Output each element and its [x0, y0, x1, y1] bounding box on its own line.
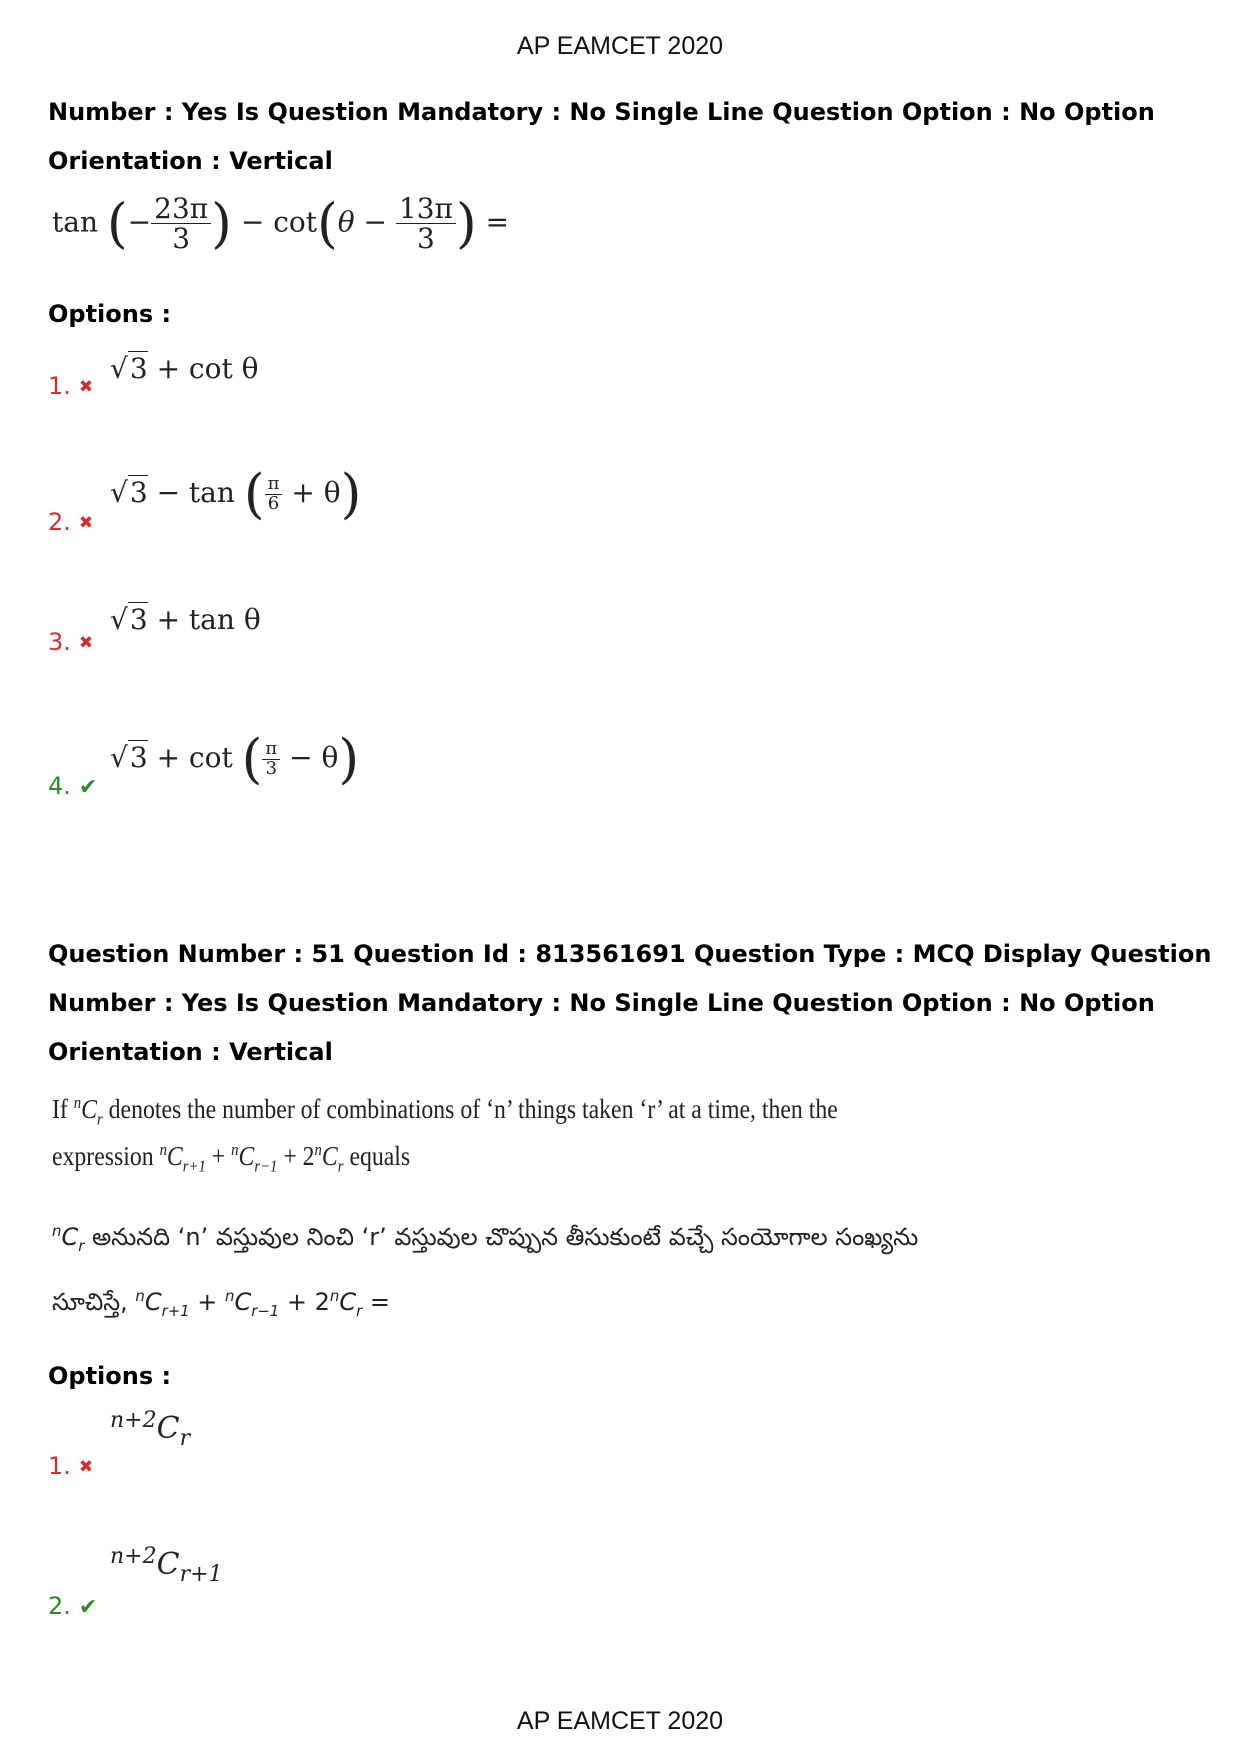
expr-lparen2: ( [317, 192, 338, 255]
sub-r: r [356, 1301, 363, 1320]
text-if: If [52, 1094, 74, 1124]
plus: + [205, 1141, 232, 1171]
telugu-text: సూచిస్తే, [52, 1288, 136, 1316]
frac-num: π [262, 740, 280, 760]
sup-n: n [231, 1140, 239, 1159]
option-number: 3. [48, 628, 71, 656]
expr-frac1-den: 3 [172, 222, 191, 256]
q51-meta-line1: Question Number : 51 Question Id : 813561691 Question Type : MCQ Display Question [48, 940, 1212, 968]
q50-option-3-math: √3 + tan θ [110, 603, 261, 636]
q51-option-1-label [48, 1452, 93, 1480]
text-rest: denotes the number of combinations of ‘n’ things taken ‘r’ at a time, then the [102, 1094, 838, 1124]
q50-option-1-label [48, 372, 93, 400]
text-equals: equals [343, 1141, 411, 1171]
paren-open: ( [243, 463, 265, 525]
expr-cot: cot [273, 205, 317, 239]
letter-c: C [166, 1141, 183, 1171]
q50-meta-line1: Number : Yes Is Question Mandatory : No Single Line Question Option : No Option [48, 98, 1155, 126]
letter-c: C [144, 1288, 162, 1316]
sqrt-radicand: 3 [129, 476, 148, 510]
plus-two: + 2 [279, 1288, 330, 1316]
sup-n: n [225, 1287, 235, 1305]
frac-den: 6 [267, 493, 280, 515]
sup-n: n [73, 1093, 82, 1112]
expr-rparen2: ) [455, 192, 477, 255]
sup-n-plus-2: n+2 [110, 1408, 157, 1433]
q50-option-2-math: √3 − tan ( $\frac{\pi}{6}$ + θ) [110, 463, 362, 525]
wrong-icon: ✖ [78, 377, 94, 397]
option-text: − tan [147, 476, 235, 510]
expr-minus2: − [363, 205, 387, 239]
letter-c: C [61, 1223, 79, 1251]
q50-option-1-math: √3 + cot θ [110, 352, 259, 385]
option-number: 1. [48, 1452, 71, 1480]
wrong-icon: ✖ [78, 1457, 94, 1477]
option-number: 2. [48, 508, 71, 536]
telugu-text: అనునది ‘n’ వస్తువుల నించి ‘r’ వస్తువుల చొప్పున తీసుకుంటే వచ్చే సంయోగాల సంఖ్యను [84, 1223, 919, 1251]
option-frac [262, 740, 280, 779]
option-text: + tan θ [147, 603, 261, 636]
q51-english-line1 [52, 1093, 838, 1129]
paren-close: ) [338, 728, 360, 790]
expr-lparen: ( [106, 192, 128, 255]
sqrt-radicand: 3 [129, 603, 148, 636]
expr-neg: − [127, 205, 152, 239]
letter-c: C [156, 1411, 180, 1446]
q50-expression [52, 194, 509, 254]
option-number: 1. [48, 372, 71, 400]
sub-r: r [96, 1109, 103, 1129]
sqrt-radicand: 3 [129, 741, 148, 775]
plus-two: + 2 [277, 1141, 315, 1171]
q50-options-label: Options : [48, 300, 172, 328]
q51-english-line2 [52, 1140, 410, 1176]
sub-r-plus-1: r+1 [161, 1301, 190, 1320]
frac-post: + θ [282, 476, 341, 510]
option-text: + cot θ [147, 352, 259, 385]
sup-n: n [314, 1140, 322, 1159]
sup-n: n [52, 1222, 62, 1240]
text-equals: = [362, 1288, 390, 1316]
q51-meta-line2: Number : Yes Is Question Mandatory : No Single Line Question Option : No Option [48, 989, 1155, 1017]
q50-option-4-label [48, 772, 97, 800]
letter-c: C [339, 1288, 357, 1316]
expr-frac1 [151, 194, 211, 254]
q50-meta-line2: Orientation : Vertical [48, 147, 333, 175]
q51-option-2-label [48, 1592, 97, 1620]
frac-post: − θ [280, 741, 339, 775]
sup-n: n [135, 1287, 145, 1305]
expr-theta: θ [337, 205, 355, 239]
sqrt-radicand: 3 [129, 352, 148, 385]
correct-icon: ✔ [78, 1595, 98, 1620]
option-number: 2. [48, 1592, 71, 1620]
sub-r: r [337, 1156, 344, 1176]
q50-option-3-label [48, 628, 93, 656]
expr-minus: − [240, 205, 265, 239]
expr-rparen: ) [211, 192, 232, 255]
expr-frac2-num: 13π [396, 194, 456, 224]
q51-telugu-line1 [52, 1222, 918, 1257]
expr-frac2 [396, 194, 456, 254]
sub-r-plus-1: r+1 [179, 1562, 223, 1587]
q51-options-label: Options : [48, 1362, 172, 1390]
paren-close: ) [340, 463, 362, 525]
sup-n-plus-2: n+2 [110, 1544, 157, 1569]
wrong-icon: ✖ [78, 513, 94, 533]
expr-equals: = [485, 205, 510, 239]
letter-c: C [156, 1547, 180, 1582]
letter-c: C [238, 1141, 255, 1171]
page-header: AP EAMCET 2020 [516, 32, 724, 60]
frac-den: 3 [265, 758, 278, 780]
paren-open: ( [241, 728, 263, 790]
expr-tan: tan [52, 205, 98, 239]
sub-r-minus-1: r−1 [254, 1156, 278, 1176]
option-number: 4. [48, 772, 71, 800]
q51-meta-line3: Orientation : Vertical [48, 1038, 333, 1066]
option-frac [265, 475, 283, 514]
expr-frac1-num: 23π [151, 194, 211, 224]
plus: + [189, 1288, 225, 1316]
sub-r: r [78, 1236, 85, 1255]
sup-n: n [159, 1140, 167, 1159]
q51-telugu-line2 [52, 1287, 390, 1322]
frac-num: π [265, 475, 283, 495]
letter-c: C [321, 1141, 338, 1171]
sub-r-plus-1: r+1 [182, 1156, 206, 1176]
q50-option-2-label [48, 508, 93, 536]
sub-r-minus-1: r−1 [251, 1301, 280, 1320]
q50-option-4-math: √3 + cot ( $\frac{\pi}{3}$ − θ) [110, 728, 360, 790]
text-expression: expression [52, 1141, 160, 1171]
q51-option-2-math [110, 1544, 223, 1587]
expr-frac2-den: 3 [417, 222, 435, 256]
sup-n: n [329, 1287, 340, 1305]
option-text: + cot [147, 741, 233, 775]
page-footer: AP EAMCET 2020 [516, 1707, 724, 1735]
correct-icon: ✔ [78, 775, 98, 800]
letter-c: C [81, 1094, 97, 1124]
q51-option-1-math [110, 1408, 190, 1451]
sub-r: r [179, 1426, 191, 1451]
wrong-icon: ✖ [78, 633, 94, 653]
letter-c: C [234, 1288, 252, 1316]
